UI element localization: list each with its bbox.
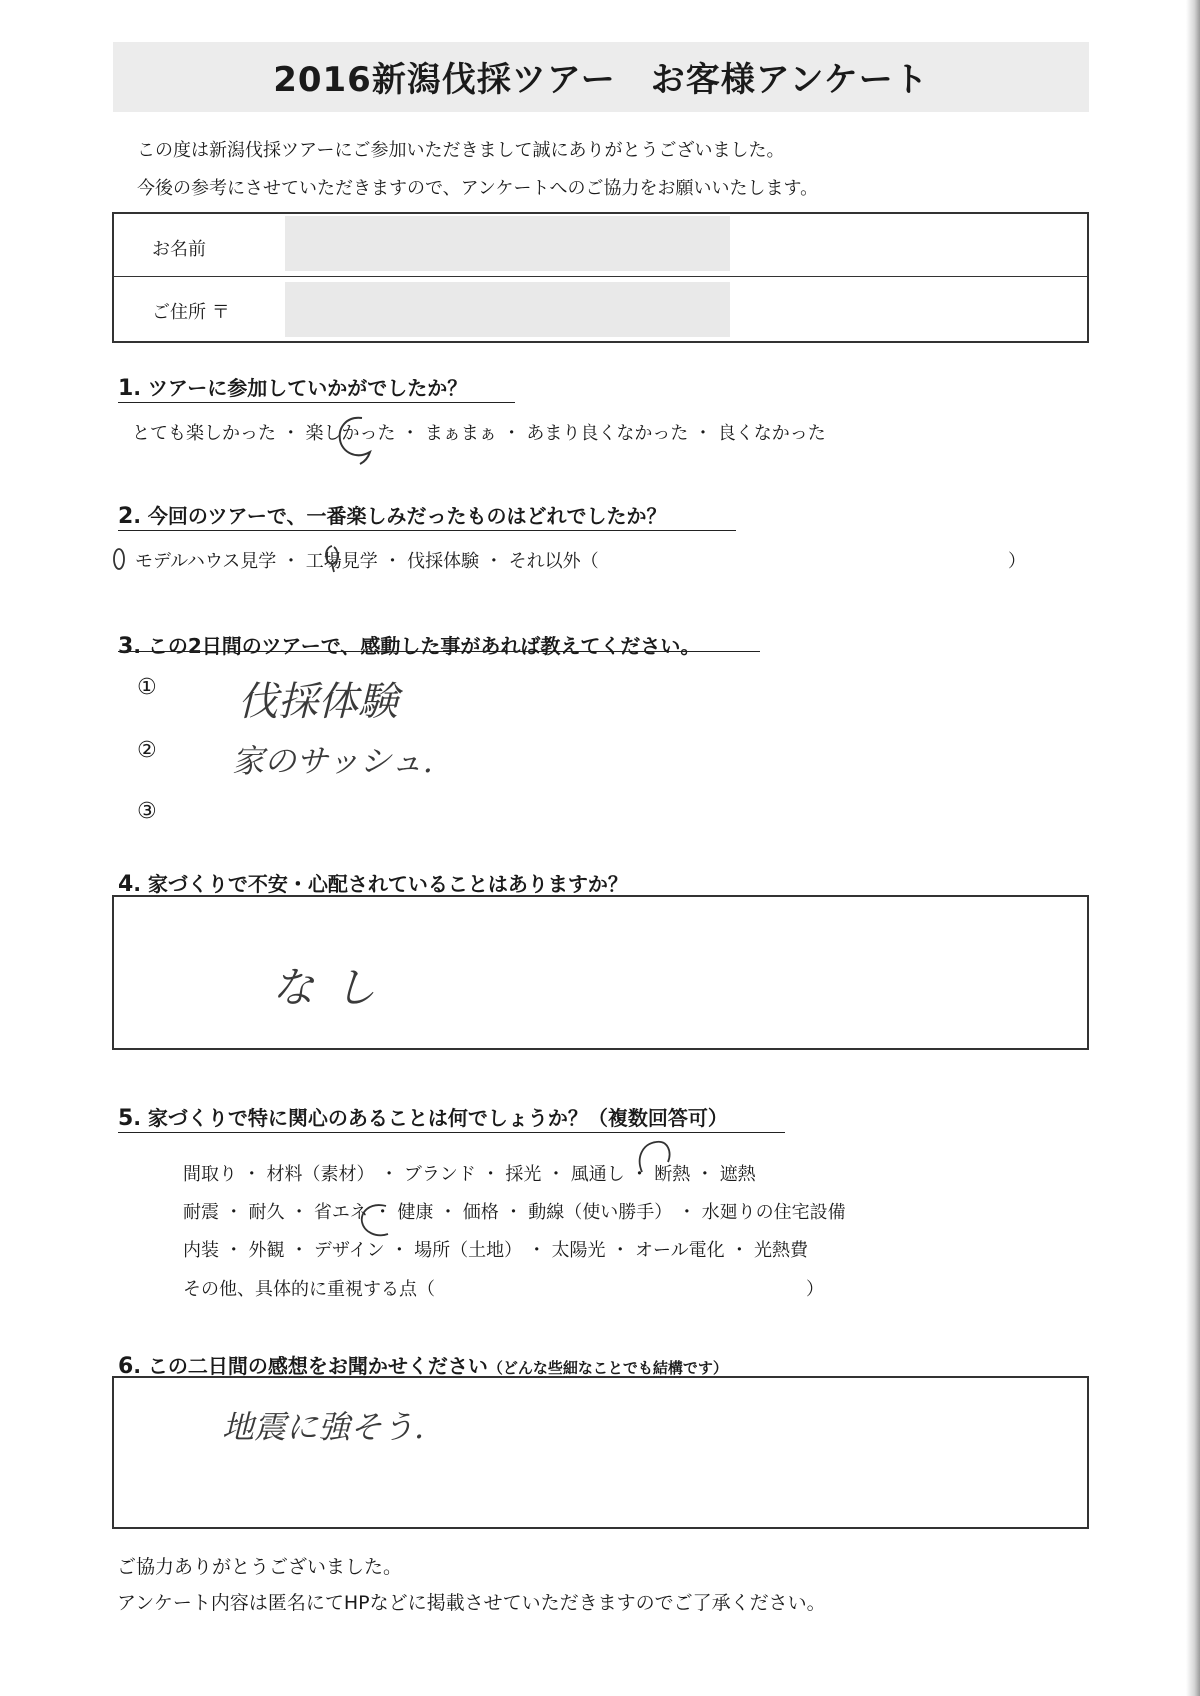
question-6-text: . この二日間の感想をお聞かせください [133,1354,488,1378]
question-1-number: 1 [118,376,134,401]
question-3-marker-2: ② [137,738,157,763]
question-4-text: . 家づくりで不安・心配されていることはありますか？ [133,872,628,896]
question-3-marker-1: ① [137,675,157,700]
contact-row-divider [114,276,1087,277]
question-3-answer-1[interactable]: 伐採体験 [238,679,398,725]
question-1-text: . ツアーに参加していかがでしたか？ [133,376,468,400]
question-5-options-line-1[interactable]: 間取り ・ 材料（素材） ・ ブランド ・ 採光 ・ 風通し ・ 断熱 ・ 遮熱 [183,1164,756,1185]
footer-thanks: ご協力ありがとうございました。 [117,1556,403,1578]
address-label: ご住所 〒 [152,302,230,323]
name-label: お名前 [152,239,206,260]
page-title: 2016新潟伐採ツアー お客様アンケート [273,60,929,100]
question-3-marker-3: ③ [137,799,157,824]
question-1-selection-circle [334,414,384,464]
question-5-selection-mark-1 [634,1138,684,1176]
question-2-text: . 今回のツアーで、一番楽しみだったものはどれでしたか？ [133,504,667,528]
question-3-text: . この2日間のツアーで、感動した事があれば教えてください。 [133,634,701,658]
question-5-selection-mark-2 [356,1200,400,1240]
question-5 [118,1102,728,1131]
question-2-close-paren: ） [1008,551,1026,572]
question-6-answer-box[interactable] [112,1376,1089,1529]
name-field-redacted[interactable] [285,216,730,271]
intro-line-1: この度は新潟伐採ツアーにご参加いただきまして誠にありがとうございました。 [137,140,785,161]
question-3 [118,630,700,659]
question-5-other-close-paren: ） [806,1279,824,1300]
question-3-underline [118,651,760,652]
question-3-number: 3 [118,634,134,659]
question-3-answer-2[interactable]: 家のサッシュ. [232,742,433,780]
scan-page-edge [1186,0,1200,1696]
question-2-underline [118,530,736,531]
intro-line-2: 今後の参考にさせていただきますので、アンケートへのご協力をお願いいたします。 [137,178,819,199]
question-2-check-mark-2 [322,544,344,574]
question-2 [118,500,666,529]
question-6-answer[interactable]: 地震に強そう. [222,1408,425,1446]
question-2-number: 2 [118,504,134,529]
question-5-options-line-2[interactable]: 耐震 ・ 耐久 ・ 省エネ ・ 健康 ・ 価格 ・ 動線（使い勝手） ・ 水廻りの住宅設備 [183,1202,846,1223]
question-6-number: 6 [118,1354,134,1379]
question-1 [118,372,467,401]
question-4-answer-box[interactable] [112,895,1089,1050]
question-5-other-line[interactable]: その他、具体的に重視する点（ [183,1279,435,1300]
question-6 [118,1350,728,1379]
question-2-check-mark-1 [112,546,128,572]
question-5-underline [118,1132,785,1133]
question-4 [118,868,628,897]
question-5-options-line-3[interactable]: 内装 ・ 外観 ・ デザイン ・ 場所（土地） ・ 太陽光 ・ オール電化 ・ 光熱費 [183,1240,809,1261]
address-field-redacted[interactable] [285,282,730,337]
question-1-options[interactable]: とても楽しかった ・ 楽しかった ・ まぁまぁ ・ あまり良くなかった ・ 良くなかった [132,423,826,444]
question-4-number: 4 [118,872,134,897]
question-2-options[interactable]: モデルハウス見学 ・ 工場見学 ・ 伐採体験 ・ それ以外（ [135,551,599,572]
question-6-note: （どんな些細なことでも結構です） [487,1359,728,1377]
question-5-text: . 家づくりで特に関心のあることは何でしょうか？（複数回答可） [133,1106,728,1130]
footer-notice: アンケート内容は匿名にてHPなどに掲載させていただきますのでご了承ください。 [117,1592,826,1614]
question-1-underline [118,402,515,403]
question-5-number: 5 [118,1106,134,1131]
question-4-answer[interactable]: なし [272,963,397,1012]
